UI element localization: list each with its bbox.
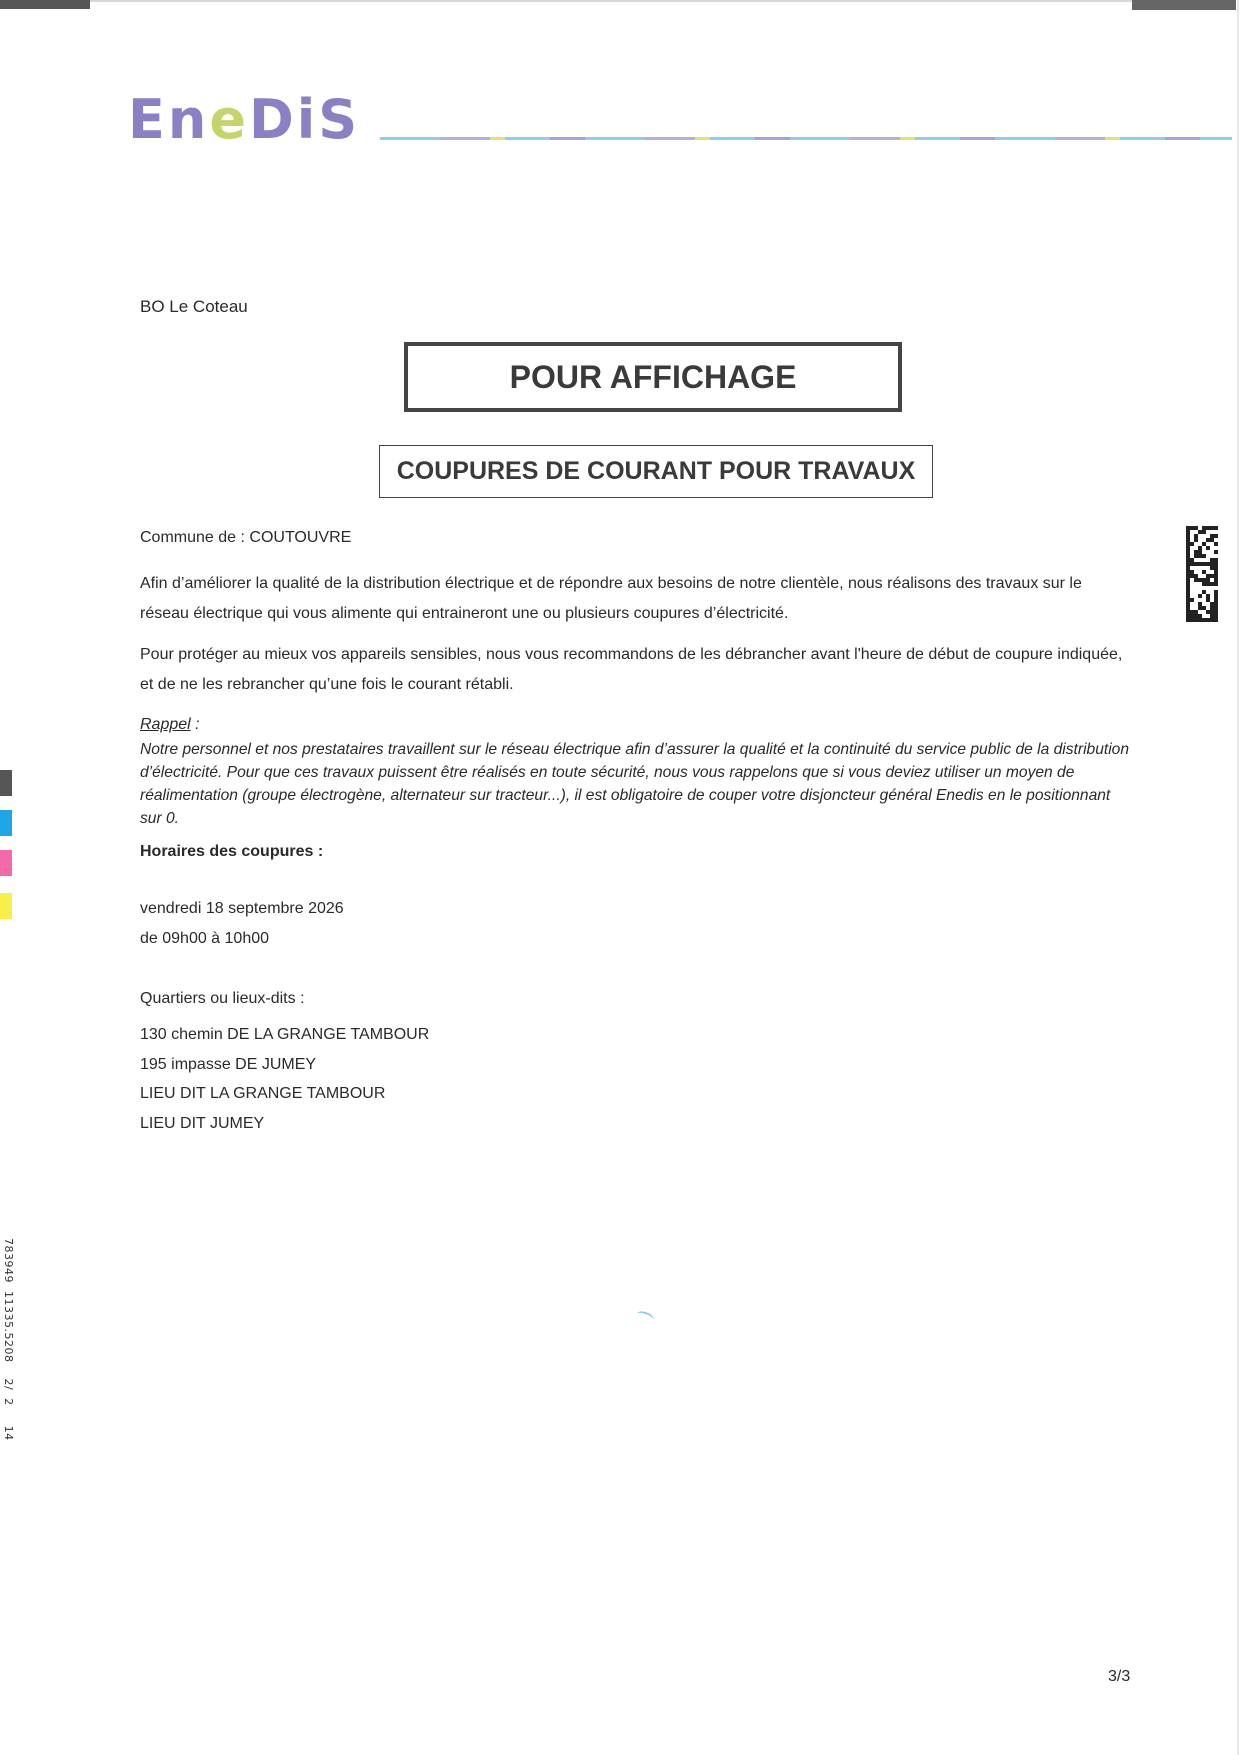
sender: BO Le Coteau <box>140 297 248 316</box>
list-item: 130 chemin DE LA GRANGE TAMBOUR <box>140 1026 430 1043</box>
outage-date: vendredi 18 septembre 2026 <box>140 900 344 917</box>
logo-text-part2: e <box>209 88 249 151</box>
rappel-label <box>140 716 200 734</box>
scan-smudge <box>635 1309 655 1325</box>
logo-text-part1: En <box>128 88 210 151</box>
affichage-box <box>404 342 902 412</box>
scan-edge-line-right <box>1237 0 1239 1755</box>
calibration-mark-pink <box>0 850 12 876</box>
page-number: 3/3 <box>1108 1668 1131 1685</box>
enedis-logo <box>128 88 361 151</box>
commune: Commune de : COUTOUVRE <box>140 529 352 546</box>
list-item: LIEU DIT LA GRANGE TAMBOUR <box>140 1085 386 1102</box>
intro-paragraph: Afin d’améliorer la qualité de la distribution électrique et de répondre aux besoins de notre clientèle, nous réalisons des travaux sur le réseau électrique qui vous alimente qui entraineront une ou plusieurs coupures d’électricité. <box>140 575 1082 622</box>
outage-time: de 09h00 à 10h00 <box>140 930 270 947</box>
horaires-label: Horaires des coupures : <box>140 843 324 860</box>
scan-edge-line-top <box>90 0 1132 2</box>
advice-paragraph: Pour protéger au mieux vos appareils sensibles, nous vous recommandons de les débrancher avant l'heure de début de coupure indiquée, et de ne les rebrancher qu’une fois le courant rétabli. <box>140 646 1123 693</box>
affichage-title: POUR AFFICHAGE <box>509 358 797 395</box>
coupures-box <box>379 445 933 498</box>
rappel-label-suffix: : <box>190 716 200 733</box>
scan-edge-mark-right <box>1132 0 1236 10</box>
logo-text-part3: DiS <box>248 88 361 151</box>
rappel-label-text: Rappel <box>140 716 191 733</box>
rappel-text: Notre personnel et nos prestataires travaillent sur le réseau électrique afin d’assurer la qualité et la continuité du service public de la distribution d’électricité. Pour que ces travaux puissent être réalisés en toute sécurité, nous vous rappelons que si vous deviez utiliser un moyen de réalimentation (groupe électrogène, alternateur sur tracteur...), il est obligatoire de couper votre disjoncteur général Enedis en le positionnant sur 0. <box>140 741 1130 827</box>
quartiers-label: Quartiers ou lieux-dits : <box>140 990 305 1007</box>
vertical-tracking-code: 783949 11335.5208 2/ 2 14 <box>2 1238 15 1441</box>
calibration-mark-yellow <box>0 893 12 919</box>
calibration-mark-cyan <box>0 810 12 836</box>
list-item: 195 impasse DE JUMEY <box>140 1055 317 1073</box>
scan-edge-mark-left <box>0 0 90 9</box>
header-rule <box>380 137 1232 140</box>
coupures-title: COUPURES DE COURANT POUR TRAVAUX <box>396 457 916 485</box>
list-item: LIEU DIT JUMEY <box>140 1114 265 1132</box>
places-list <box>140 1020 429 1138</box>
datamatrix-code <box>1186 526 1218 622</box>
calibration-mark-gray <box>0 770 12 796</box>
